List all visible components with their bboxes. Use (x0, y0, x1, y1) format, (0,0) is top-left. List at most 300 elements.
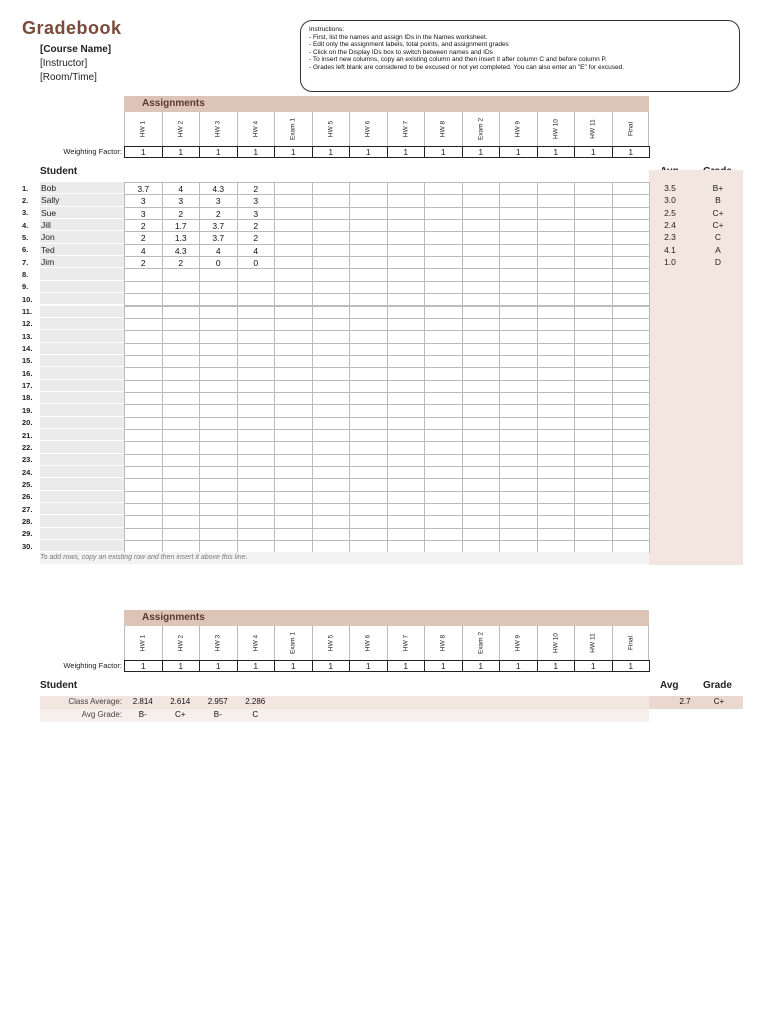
grade-cell[interactable] (274, 404, 313, 417)
grade-cell[interactable] (462, 392, 501, 405)
grade-cell[interactable] (274, 454, 313, 467)
grade-cell[interactable] (574, 244, 613, 257)
grade-cell[interactable] (124, 367, 163, 380)
grade-cell[interactable] (462, 268, 501, 281)
grade-cell[interactable] (612, 256, 651, 269)
grade-cell[interactable] (124, 281, 163, 294)
grade-cell[interactable] (612, 515, 651, 528)
grade-cell[interactable] (574, 281, 613, 294)
grade-cell[interactable] (349, 392, 388, 405)
student-name-cell[interactable] (40, 478, 124, 490)
grade-cell[interactable]: 3.7 (124, 182, 163, 195)
grade-cell[interactable] (462, 256, 501, 269)
grade-cell[interactable] (349, 318, 388, 331)
student-name-cell[interactable]: Ted (40, 244, 124, 256)
grade-cell[interactable] (237, 268, 276, 281)
grade-cell[interactable] (312, 244, 351, 257)
student-name-cell[interactable] (40, 330, 124, 342)
grade-cell[interactable] (499, 441, 538, 454)
grade-cell[interactable] (387, 219, 426, 232)
grade-cell[interactable] (424, 404, 463, 417)
assignment-header-hw-2[interactable] (162, 626, 200, 660)
grade-cell[interactable] (274, 219, 313, 232)
grade-cell[interactable] (124, 330, 163, 343)
grade-cell[interactable] (387, 404, 426, 417)
grade-cell[interactable] (312, 515, 351, 528)
grade-cell[interactable] (237, 491, 276, 504)
grade-cell[interactable] (124, 515, 163, 528)
grade-cell[interactable] (162, 515, 201, 528)
grade-cell[interactable] (124, 454, 163, 467)
grade-cell[interactable] (199, 478, 238, 491)
grade-cell[interactable] (312, 429, 351, 442)
grade-cell[interactable] (612, 231, 651, 244)
grade-cell[interactable] (274, 281, 313, 294)
grade-cell[interactable] (199, 355, 238, 368)
grade-cell[interactable] (349, 219, 388, 232)
grade-cell[interactable]: 3.7 (199, 219, 238, 232)
grade-cell[interactable] (199, 318, 238, 331)
grade-cell[interactable] (499, 182, 538, 195)
grade-cell[interactable] (574, 343, 613, 356)
grade-cell[interactable] (424, 441, 463, 454)
grade-cell[interactable] (574, 503, 613, 516)
grade-cell[interactable] (612, 268, 651, 281)
grade-cell[interactable]: 3.7 (199, 231, 238, 244)
grade-cell[interactable] (387, 182, 426, 195)
grade-cell[interactable] (162, 528, 201, 541)
student-name-cell[interactable] (40, 306, 124, 318)
grade-cell[interactable] (574, 392, 613, 405)
grade-cell[interactable] (199, 367, 238, 380)
grade-cell[interactable] (537, 231, 576, 244)
grade-cell[interactable]: 3 (162, 194, 201, 207)
weighting-factor-cell[interactable]: 1 (162, 146, 201, 158)
grade-cell[interactable] (499, 429, 538, 442)
grade-cell[interactable] (424, 330, 463, 343)
grade-cell[interactable] (462, 515, 501, 528)
grade-cell[interactable] (424, 417, 463, 430)
grade-cell[interactable] (199, 268, 238, 281)
weighting-factor-cell[interactable]: 1 (574, 146, 613, 158)
grade-cell[interactable] (199, 380, 238, 393)
grade-cell[interactable] (462, 503, 501, 516)
grade-cell[interactable] (574, 417, 613, 430)
grade-cell[interactable] (387, 306, 426, 319)
grade-cell[interactable] (312, 441, 351, 454)
student-name-cell[interactable] (40, 355, 124, 367)
grade-cell[interactable]: 2 (237, 231, 276, 244)
assignment-header-exam-2[interactable] (462, 112, 500, 146)
student-name-cell[interactable] (40, 343, 124, 355)
grade-cell[interactable] (612, 182, 651, 195)
grade-cell[interactable] (124, 318, 163, 331)
weighting-factor-cell[interactable]: 1 (462, 146, 501, 158)
grade-cell[interactable] (574, 207, 613, 220)
grade-cell[interactable] (424, 491, 463, 504)
assignment-header-hw-2[interactable] (162, 112, 200, 146)
grade-cell[interactable] (387, 256, 426, 269)
grade-cell[interactable] (274, 194, 313, 207)
grade-cell[interactable] (612, 281, 651, 294)
grade-cell[interactable] (424, 293, 463, 306)
grade-cell[interactable] (499, 491, 538, 504)
grade-cell[interactable] (162, 441, 201, 454)
grade-cell[interactable] (162, 380, 201, 393)
grade-cell[interactable] (387, 355, 426, 368)
grade-cell[interactable] (462, 306, 501, 319)
grade-cell[interactable] (537, 268, 576, 281)
grade-cell[interactable] (124, 293, 163, 306)
weighting-factor-cell[interactable]: 1 (499, 146, 538, 158)
grade-cell[interactable] (387, 429, 426, 442)
grade-cell[interactable] (349, 244, 388, 257)
weighting-factor-cell[interactable]: 1 (424, 660, 463, 672)
grade-cell[interactable] (312, 417, 351, 430)
grade-cell[interactable] (612, 244, 651, 257)
grade-cell[interactable] (499, 244, 538, 257)
grade-cell[interactable] (312, 281, 351, 294)
grade-cell[interactable] (462, 207, 501, 220)
grade-cell[interactable]: 4.3 (199, 182, 238, 195)
grade-cell[interactable]: 4 (162, 182, 201, 195)
weighting-factor-cell[interactable]: 1 (162, 660, 201, 672)
grade-cell[interactable] (462, 454, 501, 467)
grade-cell[interactable] (537, 194, 576, 207)
student-name-cell[interactable] (40, 380, 124, 392)
student-name-cell[interactable] (40, 528, 124, 540)
grade-cell[interactable] (274, 306, 313, 319)
grade-cell[interactable] (349, 441, 388, 454)
grade-cell[interactable] (387, 515, 426, 528)
grade-cell[interactable] (499, 268, 538, 281)
grade-cell[interactable] (537, 380, 576, 393)
grade-cell[interactable] (124, 478, 163, 491)
grade-cell[interactable] (274, 367, 313, 380)
grade-cell[interactable] (312, 182, 351, 195)
grade-cell[interactable] (537, 343, 576, 356)
student-name-cell[interactable] (40, 318, 124, 330)
grade-cell[interactable] (312, 219, 351, 232)
grade-cell[interactable] (274, 355, 313, 368)
grade-cell[interactable] (574, 219, 613, 232)
grade-cell[interactable] (387, 281, 426, 294)
grade-cell[interactable] (387, 380, 426, 393)
grade-cell[interactable] (537, 392, 576, 405)
grade-cell[interactable] (199, 441, 238, 454)
grade-cell[interactable] (462, 478, 501, 491)
grade-cell[interactable] (274, 392, 313, 405)
grade-cell[interactable] (537, 219, 576, 232)
grade-cell[interactable] (237, 441, 276, 454)
student-name-cell[interactable] (40, 491, 124, 503)
grade-cell[interactable] (537, 528, 576, 541)
grade-cell[interactable] (537, 404, 576, 417)
assignment-header-hw-5[interactable] (312, 112, 350, 146)
grade-cell[interactable]: 2 (199, 207, 238, 220)
grade-cell[interactable] (612, 466, 651, 479)
grade-cell[interactable] (274, 466, 313, 479)
grade-cell[interactable] (124, 528, 163, 541)
grade-cell[interactable] (574, 454, 613, 467)
grade-cell[interactable] (237, 343, 276, 356)
grade-cell[interactable] (349, 293, 388, 306)
grade-cell[interactable] (574, 466, 613, 479)
grade-cell[interactable] (462, 330, 501, 343)
student-name-cell[interactable]: Sue (40, 207, 124, 219)
course-name[interactable]: [Course Name] (40, 44, 112, 55)
grade-cell[interactable] (537, 306, 576, 319)
grade-cell[interactable] (574, 515, 613, 528)
grade-cell[interactable] (124, 380, 163, 393)
grade-cell[interactable] (237, 318, 276, 331)
weighting-factor-cell[interactable]: 1 (387, 146, 426, 158)
grade-cell[interactable] (612, 441, 651, 454)
assignment-header-hw-1[interactable] (124, 112, 162, 146)
grade-cell[interactable] (499, 503, 538, 516)
grade-cell[interactable] (574, 293, 613, 306)
student-name-cell[interactable] (40, 293, 124, 305)
grade-cell[interactable] (312, 392, 351, 405)
grade-cell[interactable]: 3 (237, 207, 276, 220)
grade-cell[interactable] (462, 182, 501, 195)
grade-cell[interactable] (199, 466, 238, 479)
grade-cell[interactable] (237, 355, 276, 368)
assignment-header-exam-1[interactable] (274, 112, 312, 146)
grade-cell[interactable] (162, 478, 201, 491)
grade-cell[interactable] (237, 528, 276, 541)
grade-cell[interactable] (312, 454, 351, 467)
grade-cell[interactable] (387, 528, 426, 541)
grade-cell[interactable] (462, 417, 501, 430)
grade-cell[interactable] (387, 318, 426, 331)
grade-cell[interactable] (237, 380, 276, 393)
grade-cell[interactable] (424, 268, 463, 281)
grade-cell[interactable] (312, 268, 351, 281)
grade-cell[interactable] (349, 429, 388, 442)
grade-cell[interactable] (237, 478, 276, 491)
grade-cell[interactable] (312, 330, 351, 343)
grade-cell[interactable] (349, 380, 388, 393)
weighting-factor-cell[interactable]: 1 (537, 660, 576, 672)
grade-cell[interactable] (612, 417, 651, 430)
grade-cell[interactable] (312, 194, 351, 207)
grade-cell[interactable] (612, 478, 651, 491)
grade-cell[interactable] (349, 355, 388, 368)
weighting-factor-cell[interactable]: 1 (199, 660, 238, 672)
grade-cell[interactable] (349, 466, 388, 479)
grade-cell[interactable] (312, 466, 351, 479)
grade-cell[interactable] (424, 503, 463, 516)
grade-cell[interactable] (499, 380, 538, 393)
grade-cell[interactable] (499, 219, 538, 232)
instructor-name[interactable]: [Instructor] (40, 58, 88, 69)
weighting-factor-cell[interactable]: 1 (237, 146, 276, 158)
grade-cell[interactable] (199, 528, 238, 541)
grade-cell[interactable] (162, 367, 201, 380)
grade-cell[interactable] (312, 528, 351, 541)
student-name-cell[interactable] (40, 454, 124, 466)
grade-cell[interactable] (349, 281, 388, 294)
grade-cell[interactable] (124, 441, 163, 454)
grade-cell[interactable] (499, 355, 538, 368)
grade-cell[interactable] (274, 343, 313, 356)
grade-cell[interactable] (574, 441, 613, 454)
grade-cell[interactable]: 2 (162, 207, 201, 220)
grade-cell[interactable] (312, 404, 351, 417)
grade-cell[interactable] (499, 293, 538, 306)
grade-cell[interactable] (349, 367, 388, 380)
grade-cell[interactable]: 2 (162, 256, 201, 269)
student-name-cell[interactable] (40, 404, 124, 416)
grade-cell[interactable] (424, 429, 463, 442)
grade-cell[interactable] (237, 515, 276, 528)
assignment-header-hw-4[interactable] (237, 626, 275, 660)
assignment-header-hw-3[interactable] (199, 626, 237, 660)
grade-cell[interactable] (424, 380, 463, 393)
grade-cell[interactable] (387, 231, 426, 244)
grade-cell[interactable] (574, 528, 613, 541)
grade-cell[interactable] (387, 503, 426, 516)
grade-cell[interactable] (199, 330, 238, 343)
grade-cell[interactable] (162, 404, 201, 417)
weighting-factor-cell[interactable]: 1 (462, 660, 501, 672)
grade-cell[interactable] (574, 380, 613, 393)
assignment-header-final[interactable] (612, 112, 650, 146)
grade-cell[interactable] (424, 256, 463, 269)
grade-cell[interactable] (349, 194, 388, 207)
grade-cell[interactable]: 3 (124, 194, 163, 207)
assignment-header-hw-8[interactable] (424, 626, 462, 660)
grade-cell[interactable] (349, 515, 388, 528)
grade-cell[interactable] (274, 330, 313, 343)
grade-cell[interactable] (462, 318, 501, 331)
grade-cell[interactable] (162, 268, 201, 281)
grade-cell[interactable] (537, 244, 576, 257)
grade-cell[interactable] (274, 417, 313, 430)
grade-cell[interactable] (237, 392, 276, 405)
grade-cell[interactable] (199, 343, 238, 356)
assignment-header-hw-11[interactable] (574, 626, 612, 660)
weighting-factor-cell[interactable]: 1 (424, 146, 463, 158)
weighting-factor-cell[interactable]: 1 (349, 660, 388, 672)
grade-cell[interactable] (312, 293, 351, 306)
assignment-header-hw-6[interactable] (349, 112, 387, 146)
grade-cell[interactable] (312, 306, 351, 319)
grade-cell[interactable] (237, 281, 276, 294)
grade-cell[interactable] (424, 207, 463, 220)
grade-cell[interactable] (124, 417, 163, 430)
grade-cell[interactable] (162, 429, 201, 442)
grade-cell[interactable] (387, 466, 426, 479)
grade-cell[interactable] (162, 491, 201, 504)
grade-cell[interactable] (574, 429, 613, 442)
assignment-header-hw-1[interactable] (124, 626, 162, 660)
grade-cell[interactable] (349, 404, 388, 417)
weighting-factor-cell[interactable]: 1 (312, 146, 351, 158)
grade-cell[interactable] (499, 343, 538, 356)
student-name-cell[interactable] (40, 268, 124, 280)
grade-cell[interactable] (499, 256, 538, 269)
assignment-header-exam-1[interactable] (274, 626, 312, 660)
grade-cell[interactable] (424, 194, 463, 207)
student-name-cell[interactable] (40, 515, 124, 527)
grade-cell[interactable] (274, 318, 313, 331)
grade-cell[interactable] (349, 478, 388, 491)
grade-cell[interactable] (462, 466, 501, 479)
grade-cell[interactable] (574, 367, 613, 380)
weighting-factor-cell[interactable]: 1 (312, 660, 351, 672)
grade-cell[interactable] (612, 367, 651, 380)
grade-cell[interactable] (462, 528, 501, 541)
grade-cell[interactable] (162, 293, 201, 306)
grade-cell[interactable] (274, 478, 313, 491)
grade-cell[interactable] (199, 417, 238, 430)
grade-cell[interactable] (499, 318, 538, 331)
weighting-factor-cell[interactable]: 1 (274, 660, 313, 672)
grade-cell[interactable]: 4 (124, 244, 163, 257)
grade-cell[interactable] (349, 256, 388, 269)
grade-cell[interactable] (537, 454, 576, 467)
grade-cell[interactable] (349, 491, 388, 504)
grade-cell[interactable] (274, 268, 313, 281)
weighting-factor-cell[interactable]: 1 (274, 146, 313, 158)
grade-cell[interactable] (387, 194, 426, 207)
weighting-factor-cell[interactable]: 1 (124, 660, 163, 672)
grade-cell[interactable] (124, 306, 163, 319)
grade-cell[interactable] (424, 281, 463, 294)
grade-cell[interactable] (312, 367, 351, 380)
assignment-header-hw-4[interactable] (237, 112, 275, 146)
grade-cell[interactable] (237, 503, 276, 516)
grade-cell[interactable] (312, 318, 351, 331)
weighting-factor-cell[interactable]: 1 (387, 660, 426, 672)
grade-cell[interactable] (312, 503, 351, 516)
grade-cell[interactable] (612, 194, 651, 207)
grade-cell[interactable] (462, 404, 501, 417)
grade-cell[interactable] (349, 207, 388, 220)
assignment-header-hw-9[interactable] (499, 626, 537, 660)
grade-cell[interactable] (237, 454, 276, 467)
grade-cell[interactable] (237, 404, 276, 417)
grade-cell[interactable] (199, 392, 238, 405)
grade-cell[interactable] (312, 355, 351, 368)
grade-cell[interactable] (424, 306, 463, 319)
grade-cell[interactable] (574, 306, 613, 319)
grade-cell[interactable] (574, 256, 613, 269)
assignment-header-hw-7[interactable] (387, 626, 425, 660)
weighting-factor-cell[interactable]: 1 (124, 146, 163, 158)
grade-cell[interactable] (612, 528, 651, 541)
grade-cell[interactable] (574, 268, 613, 281)
grade-cell[interactable] (537, 441, 576, 454)
grade-cell[interactable] (612, 207, 651, 220)
grade-cell[interactable] (349, 417, 388, 430)
grade-cell[interactable]: 2 (237, 219, 276, 232)
grade-cell[interactable] (612, 503, 651, 516)
grade-cell[interactable]: 1.7 (162, 219, 201, 232)
grade-cell[interactable] (274, 429, 313, 442)
grade-cell[interactable] (537, 355, 576, 368)
assignment-header-hw-11[interactable] (574, 112, 612, 146)
grade-cell[interactable] (612, 343, 651, 356)
grade-cell[interactable] (499, 207, 538, 220)
grade-cell[interactable] (162, 417, 201, 430)
grade-cell[interactable] (499, 231, 538, 244)
grade-cell[interactable]: 2 (124, 231, 163, 244)
grade-cell[interactable] (424, 454, 463, 467)
grade-cell[interactable] (237, 306, 276, 319)
